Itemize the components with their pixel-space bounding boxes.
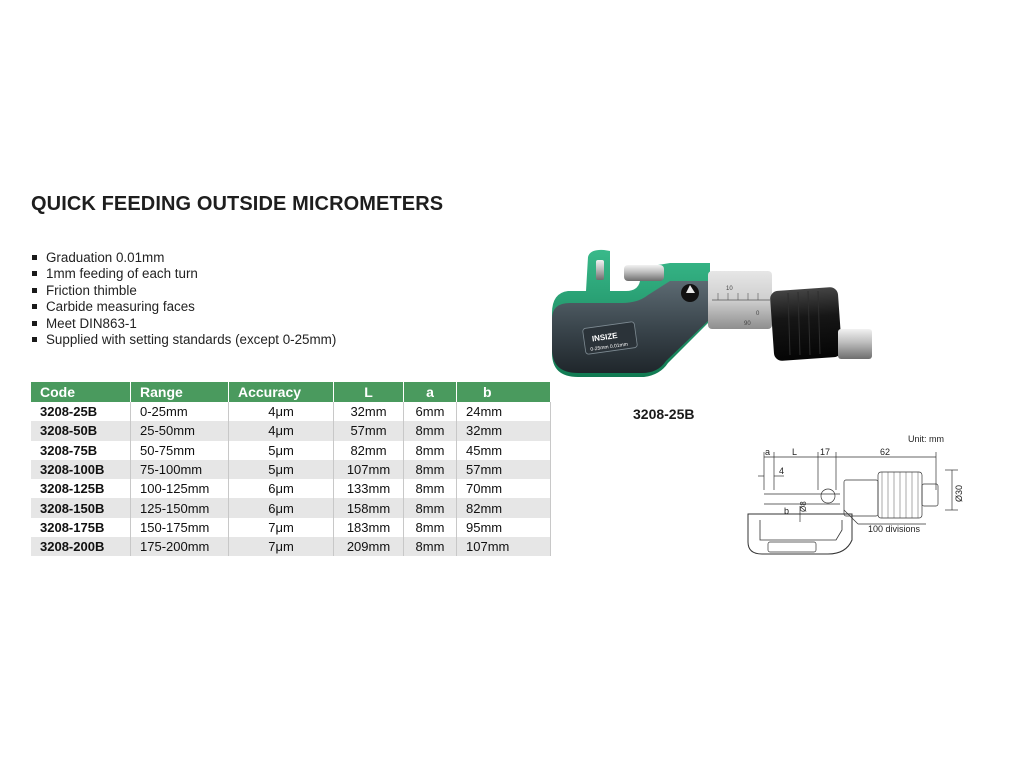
feature-item: Meet DIN863-1: [31, 316, 336, 332]
cell-accuracy: 4μm: [229, 402, 334, 421]
feature-list: [31, 250, 336, 348]
dim-17-label: 17: [820, 447, 831, 457]
spec-table: [31, 382, 551, 556]
cell-code: 3208-50B: [31, 421, 131, 440]
cell-range: 75-100mm: [131, 460, 229, 479]
cell-a: 8mm: [404, 518, 457, 537]
feature-item: Supplied with setting standards (except 0-25mm): [31, 332, 336, 348]
divisions-label: 100 divisions: [868, 524, 921, 534]
table-row: [31, 460, 551, 479]
cell-code: 3208-125B: [31, 479, 131, 498]
ratchet-stop: [838, 329, 872, 359]
dim-a-label: a: [765, 447, 771, 457]
table-row: [31, 402, 551, 421]
cell-code: 3208-200B: [31, 537, 131, 556]
cell-b: 107mm: [457, 537, 551, 556]
sleeve-number: 90: [744, 321, 751, 327]
cell-l: 32mm: [334, 402, 404, 421]
cell-code: 3208-100B: [31, 460, 131, 479]
cell-accuracy: 5μm: [229, 441, 334, 460]
cell-range: 100-125mm: [131, 479, 229, 498]
cell-l: 107mm: [334, 460, 404, 479]
dim-b-label: b: [784, 506, 790, 516]
dim-d30-label: Ø30: [954, 484, 964, 502]
cell-accuracy: 4μm: [229, 421, 334, 440]
sleeve-number: 0: [756, 311, 760, 317]
cell-b: 24mm: [457, 402, 551, 421]
cell-l: 158mm: [334, 498, 404, 517]
cell-accuracy: 6μm: [229, 498, 334, 517]
table-row: [31, 421, 551, 440]
feature-item: Carbide measuring faces: [31, 299, 336, 315]
cell-range: 0-25mm: [131, 402, 229, 421]
cell-a: 8mm: [404, 421, 457, 440]
dimension-drawing: [740, 430, 972, 570]
table-header-row: [31, 382, 551, 402]
sleeve-number: 10: [726, 286, 733, 292]
feature-item: 1mm feeding of each turn: [31, 266, 336, 282]
feature-item: Friction thimble: [31, 283, 336, 299]
cell-a: 8mm: [404, 441, 457, 460]
cell-range: 125-150mm: [131, 498, 229, 517]
cell-code: 3208-175B: [31, 518, 131, 537]
cell-b: 32mm: [457, 421, 551, 440]
cell-range: 175-200mm: [131, 537, 229, 556]
cell-a: 8mm: [404, 460, 457, 479]
table-row: [31, 441, 551, 460]
column-header-b: b: [457, 382, 551, 402]
table-row: [31, 518, 551, 537]
column-header-a: a: [404, 382, 457, 402]
column-header-range: Range: [131, 382, 229, 402]
micrometer-photo: [548, 243, 888, 393]
cell-a: 8mm: [404, 537, 457, 556]
cell-a: 8mm: [404, 479, 457, 498]
cell-range: 25-50mm: [131, 421, 229, 440]
cell-code: 3208-150B: [31, 498, 131, 517]
cell-l: 133mm: [334, 479, 404, 498]
photo-caption: 3208-25B: [633, 406, 695, 422]
cell-a: 8mm: [404, 498, 457, 517]
cell-b: 70mm: [457, 479, 551, 498]
dim-d8-label: Ø8: [799, 501, 808, 512]
spindle: [624, 265, 664, 281]
column-header-code: Code: [31, 382, 131, 402]
cell-code: 3208-25B: [31, 402, 131, 421]
cell-range: 50-75mm: [131, 441, 229, 460]
dim-l-label: L: [792, 447, 798, 457]
dim-62-label: 62: [880, 447, 891, 457]
cell-l: 57mm: [334, 421, 404, 440]
cell-b: 82mm: [457, 498, 551, 517]
cell-code: 3208-75B: [31, 441, 131, 460]
cell-b: 95mm: [457, 518, 551, 537]
anvil: [596, 260, 604, 280]
table-row: [31, 479, 551, 498]
cell-accuracy: 7μm: [229, 537, 334, 556]
frame-range-label: 0-25mm 0.01mm: [590, 341, 629, 353]
cell-a: 6mm: [404, 402, 457, 421]
column-header-l: L: [334, 382, 404, 402]
table-row: [31, 498, 551, 517]
column-header-accuracy: Accuracy: [229, 382, 334, 402]
cell-b: 45mm: [457, 441, 551, 460]
cell-accuracy: 7μm: [229, 518, 334, 537]
cell-l: 209mm: [334, 537, 404, 556]
dim-4-label: 4: [779, 466, 785, 476]
thimble-knob: [770, 287, 843, 362]
cell-range: 150-175mm: [131, 518, 229, 537]
cell-l: 183mm: [334, 518, 404, 537]
cell-accuracy: 5μm: [229, 460, 334, 479]
cell-accuracy: 6μm: [229, 479, 334, 498]
cell-b: 57mm: [457, 460, 551, 479]
table-row: [31, 537, 551, 556]
unit-label: Unit: mm: [908, 434, 944, 444]
feature-item: Graduation 0.01mm: [31, 250, 336, 266]
brand-logo: INSIZE: [591, 330, 619, 344]
page-title: QUICK FEEDING OUTSIDE MICROMETERS: [31, 193, 444, 215]
cell-l: 82mm: [334, 441, 404, 460]
